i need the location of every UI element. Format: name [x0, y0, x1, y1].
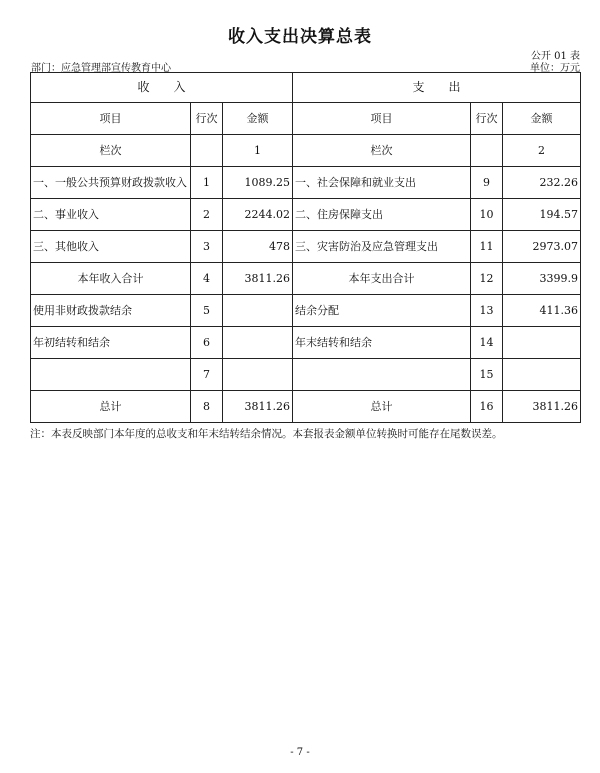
- column-header-row: [31, 103, 581, 135]
- income-amount: 478: [223, 231, 293, 263]
- income-item: [31, 359, 191, 391]
- header-expense-item: 项目: [293, 103, 471, 135]
- expense-line: 16: [471, 391, 503, 423]
- table-row: [31, 295, 581, 327]
- expense-line: 10: [471, 199, 503, 231]
- income-amount: [223, 327, 293, 359]
- unit-label: 单位：万元: [530, 63, 580, 74]
- form-number: 公开 01 表: [530, 51, 580, 62]
- income-line: 1: [191, 167, 223, 199]
- income-item: 总计: [31, 391, 191, 423]
- expense-item: 二、住房保障支出: [293, 199, 471, 231]
- header-income-item: 项目: [31, 103, 191, 135]
- column-index-empty: [191, 135, 223, 167]
- income-line: 2: [191, 199, 223, 231]
- income-amount: [223, 295, 293, 327]
- page-title: 收入支出决算总表: [228, 27, 372, 47]
- expense-amount: 232.26: [503, 167, 581, 199]
- page-number: - 7 -: [290, 747, 310, 758]
- expense-item: 年末结转和结余: [293, 327, 471, 359]
- expense-amount: 2973.07: [503, 231, 581, 263]
- income-amount: 3811.26: [223, 391, 293, 423]
- income-item: 使用非财政拨款结余: [31, 295, 191, 327]
- table-row: [31, 231, 581, 263]
- table-row-total: [31, 391, 581, 423]
- table-row: [31, 327, 581, 359]
- income-item: 一、一般公共预算财政拨款收入: [31, 167, 191, 199]
- column-index-expense: 2: [503, 135, 581, 167]
- income-line: 7: [191, 359, 223, 391]
- column-index-label-income: 栏次: [31, 135, 191, 167]
- header-income-line: 行次: [191, 103, 223, 135]
- table-note: 注：本表反映部门本年度的总收支和年末结转结余情况。本套报表金额单位转换时可能存在尾数误差。: [30, 428, 503, 440]
- table-row: [31, 167, 581, 199]
- section-income: 收 入: [31, 73, 293, 103]
- income-amount: 1089.25: [223, 167, 293, 199]
- section-expense: 支 出: [293, 73, 581, 103]
- expense-amount: [503, 327, 581, 359]
- income-item: 二、事业收入: [31, 199, 191, 231]
- table-row: [31, 263, 581, 295]
- table-row: [31, 199, 581, 231]
- expense-line: 13: [471, 295, 503, 327]
- section-header-row: [31, 73, 581, 103]
- income-line: 3: [191, 231, 223, 263]
- department-label: 部门：应急管理部宣传教育中心: [31, 63, 171, 74]
- expense-amount: 411.36: [503, 295, 581, 327]
- expense-item: [293, 359, 471, 391]
- income-line: 6: [191, 327, 223, 359]
- expense-amount: 3811.26: [503, 391, 581, 423]
- income-amount: 2244.02: [223, 199, 293, 231]
- header-expense-line: 行次: [471, 103, 503, 135]
- expense-amount: [503, 359, 581, 391]
- table-row: [31, 359, 581, 391]
- expense-item: 三、灾害防治及应急管理支出: [293, 231, 471, 263]
- income-item: 三、其他收入: [31, 231, 191, 263]
- expense-amount: 194.57: [503, 199, 581, 231]
- expense-line: 15: [471, 359, 503, 391]
- income-amount: [223, 359, 293, 391]
- expense-line: 11: [471, 231, 503, 263]
- expense-item: 一、社会保障和就业支出: [293, 167, 471, 199]
- expense-line: 12: [471, 263, 503, 295]
- column-index-label-expense: 栏次: [293, 135, 471, 167]
- expense-item: 本年支出合计: [293, 263, 471, 295]
- income-amount: 3811.26: [223, 263, 293, 295]
- header-income-amount: 金额: [223, 103, 293, 135]
- expense-item: 结余分配: [293, 295, 471, 327]
- expense-line: 14: [471, 327, 503, 359]
- income-line: 4: [191, 263, 223, 295]
- expense-line: 9: [471, 167, 503, 199]
- income-item: 年初结转和结余: [31, 327, 191, 359]
- summary-table: [30, 72, 581, 423]
- income-line: 8: [191, 391, 223, 423]
- column-index-empty: [471, 135, 503, 167]
- column-index-income: 1: [223, 135, 293, 167]
- column-index-row: [31, 135, 581, 167]
- income-item: 本年收入合计: [31, 263, 191, 295]
- expense-item: 总计: [293, 391, 471, 423]
- expense-amount: 3399.9: [503, 263, 581, 295]
- header-expense-amount: 金额: [503, 103, 581, 135]
- income-line: 5: [191, 295, 223, 327]
